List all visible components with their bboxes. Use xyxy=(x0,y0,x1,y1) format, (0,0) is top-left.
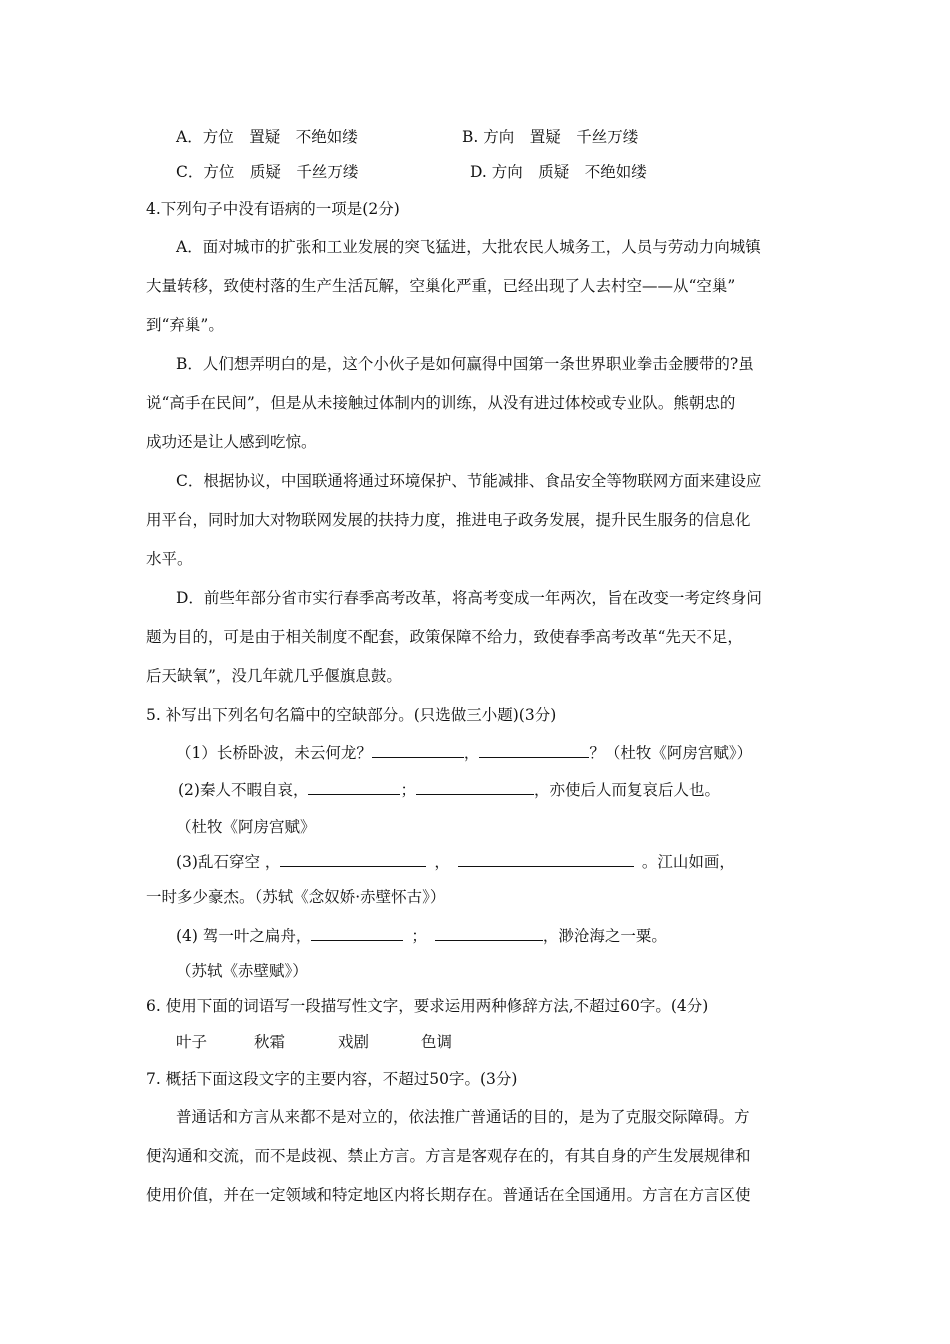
q4-option-b-line1: B．人们想弄明白的是，这个小伙子是如何赢得中国第一条世界职业拳击金腰带的?虽 xyxy=(176,355,754,373)
q5-item3-prefix: (3)乱石穿空 ， xyxy=(176,853,281,871)
q5-item3-blank2[interactable] xyxy=(458,851,634,867)
q5-item1-blank1[interactable] xyxy=(372,742,464,758)
q5-item4-mid: ； xyxy=(411,927,427,945)
q4-option-b-line2: 说“高手在民间”，但是从未接触过体制内的训练，从没有进过体校或专业队。熊朝忠的 xyxy=(146,394,736,412)
q4-option-a-line2: 大量转移，致使村落的生产生活瓦解，空巢化严重，已经出现了人去村空——从“空巢” xyxy=(146,277,736,295)
q5-item1-prefix: （1）长桥卧波，未云何龙？ xyxy=(176,744,372,762)
q5-stem: 5. 补写出下列名句名篇中的空缺部分。(只选做三小题)(3分) xyxy=(146,706,557,724)
q4-option-b-line3: 成功还是让人感到吃惊。 xyxy=(146,433,317,451)
q5-item-3 xyxy=(176,851,735,873)
q5-item1-mid: ， xyxy=(463,744,480,762)
q4-option-c-line1: C．根据协议，中国联通将通过环境保护、节能减排、食品安全等物联网方面来建设应 xyxy=(176,472,762,490)
q5-item-2 xyxy=(178,779,720,801)
q4-option-a-line3: 到“弃巢”。 xyxy=(146,316,224,334)
q4-option-c-line3: 水平。 xyxy=(146,550,193,568)
q5-item1-blank2[interactable] xyxy=(479,742,589,758)
q4-option-c-line2: 用平台，同时加大对物联网发展的扶持力度，推进电子政务发展，提升民生服务的信息化 xyxy=(146,511,751,529)
q7-passage-line2: 便沟通和交流，而不是歧视、禁止方言。方言是客观存在的，有其自身的产生发展规律和 xyxy=(146,1147,751,1165)
q5-item4-blank1[interactable] xyxy=(311,925,403,941)
q6-word-1: 叶子 xyxy=(176,1033,208,1051)
q5-item2-suffix: ，亦使后人而复哀后人也。 xyxy=(533,781,720,799)
q6-stem: 6. 使用下面的词语写一段描写性文字，要求运用两种修辞方法,不超过60字。(4分) xyxy=(146,997,709,1015)
q4-option-d-line2: 题为目的，可是由于相关制度不配套，政策保障不给力，致使春季高考改革“先天不足， xyxy=(146,628,743,646)
q5-item2-source: （杜牧《阿房宫赋》 xyxy=(176,818,316,836)
q3-option-d: D. 方向 质疑 不绝如缕 xyxy=(470,163,647,181)
q7-stem: 7. 概括下面这段文字的主要内容，不超过50字。(3分) xyxy=(146,1070,518,1088)
q5-item4-blank2[interactable] xyxy=(435,925,543,941)
q5-item2-blank2[interactable] xyxy=(416,779,534,795)
q7-passage-line3: 使用价值，并在一定领域和特定地区内将长期存在。普通话在全国通用。方言在方言区使 xyxy=(146,1186,751,1204)
q4-option-d-line1: D．前些年部分省市实行春季高考改革，将高考变成一年两次，旨在改变一考定终身问 xyxy=(176,589,762,607)
q4-stem: 4.下列句子中没有语病的一项是(2分) xyxy=(146,200,400,218)
q6-word-3: 戏剧 xyxy=(338,1033,370,1051)
q3-option-a: A．方位 置疑 不绝如缕 xyxy=(176,128,358,146)
q5-item3-blank1[interactable] xyxy=(280,851,426,867)
q5-item4-source: （苏轼《赤壁赋》） xyxy=(176,962,308,980)
q4-option-a-line1: A．面对城市的扩张和工业发展的突飞猛进，大批农民人城务工，人员与劳动力向城镇 xyxy=(176,238,761,256)
q5-item4-suffix: ，渺沧海之一粟。 xyxy=(542,927,667,945)
q5-item2-prefix: (2)秦人不暇自哀， xyxy=(178,781,309,799)
q5-item4-prefix: (4) 驾一叶之扁舟， xyxy=(176,927,312,945)
q5-item3-mid: ， xyxy=(434,853,450,871)
q5-item2-mid: ； xyxy=(400,781,416,799)
q5-item2-blank1[interactable] xyxy=(308,779,400,795)
q3-option-b: B. 方向 置疑 千丝万缕 xyxy=(462,128,639,146)
q5-item3-continuation: 一时多少豪杰。（苏轼《念奴娇·赤壁怀古》） xyxy=(146,888,446,906)
q3-option-c: C．方位 质疑 千丝万缕 xyxy=(176,163,359,181)
q5-item1-suffix: ？（杜牧《阿房宫赋》） xyxy=(589,744,753,762)
q5-item-1 xyxy=(176,742,752,764)
q6-word-2: 秋霜 xyxy=(254,1033,286,1051)
q5-item3-suffix: 。江山如画， xyxy=(641,853,735,871)
q5-item-4 xyxy=(176,925,667,947)
q6-word-4: 色调 xyxy=(421,1033,453,1051)
q4-option-d-line3: 后天缺氧”，没几年就几乎偃旗息鼓。 xyxy=(146,667,402,685)
q7-passage-line1: 普通话和方言从来都不是对立的，依法推广普通话的目的，是为了克服交际障碍。方 xyxy=(176,1108,750,1126)
